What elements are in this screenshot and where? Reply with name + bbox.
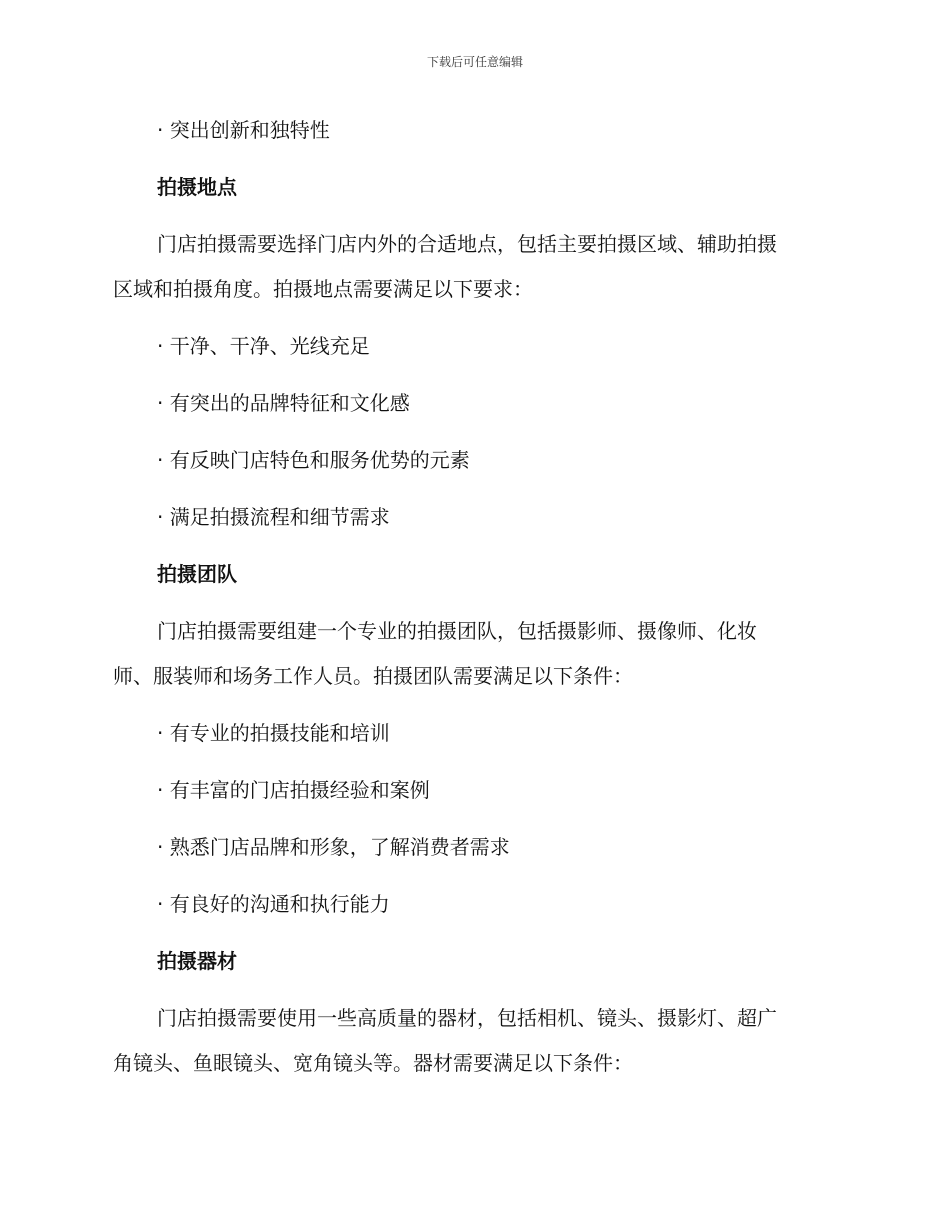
section-heading-equipment: 拍摄器材 xyxy=(157,949,237,973)
paragraph-team xyxy=(113,611,833,696)
list-item: · 满足拍摄流程和细节需求 xyxy=(157,505,390,529)
list-item: · 干净、干净、光线充足 xyxy=(157,334,370,358)
paragraph-line: 门店拍摄需要使用一些高质量的器材，包括相机、镜头、摄影灯、超广 xyxy=(157,1006,777,1030)
list-item: · 熟悉门店品牌和形象，了解消费者需求 xyxy=(157,835,510,859)
paragraph-line: 角镜头、鱼眼镜头、宽角镜头等。器材需要满足以下条件： xyxy=(113,1051,633,1075)
document-body xyxy=(113,110,833,1100)
paragraph-line: 门店拍摄需要组建一个专业的拍摄团队，包括摄影师、摄像师、化妆 xyxy=(157,619,757,643)
list-item: · 有突出的品牌特征和文化感 xyxy=(157,391,410,415)
paragraph-line: 区域和拍摄角度。拍摄地点需要满足以下要求： xyxy=(113,277,533,301)
page-header-note: 下载后可任意编辑 xyxy=(426,55,523,69)
section-heading-team: 拍摄团队 xyxy=(157,562,237,586)
paragraph-line: 门店拍摄需要选择门店内外的合适地点，包括主要拍摄区域、辅助拍摄 xyxy=(157,232,777,256)
paragraph-location xyxy=(113,224,833,309)
list-item: · 有反映门店特色和服务优势的元素 xyxy=(157,448,470,472)
list-item: · 突出创新和独特性 xyxy=(157,118,330,142)
list-item: · 有丰富的门店拍摄经验和案例 xyxy=(157,778,430,802)
paragraph-equipment xyxy=(113,998,833,1083)
paragraph-line: 师、服装师和场务工作人员。拍摄团队需要满足以下条件： xyxy=(113,664,633,688)
list-item: · 有良好的沟通和执行能力 xyxy=(157,892,390,916)
list-item: · 有专业的拍摄技能和培训 xyxy=(157,721,390,745)
section-heading-location: 拍摄地点 xyxy=(157,175,237,199)
